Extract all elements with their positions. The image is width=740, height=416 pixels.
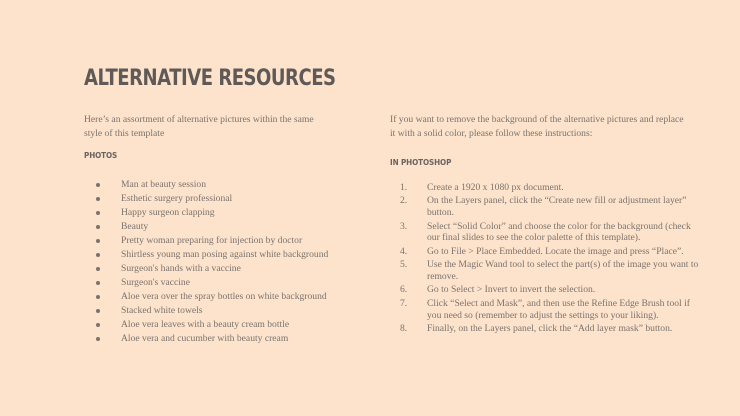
- photo-list: [92, 178, 342, 346]
- right-intro-text: If you want to remove the background of the alternative pictures and replace it with a solid color, please follow these instructions:: [390, 114, 684, 139]
- step-text: Use the Magic Wand tool to select the part(s) of the image you want to remove.: [427, 259, 699, 282]
- list-item: Esthetic surgery professional: [92, 192, 342, 206]
- photoshop-heading: IN PHOTOSHOP: [390, 157, 452, 167]
- step-item: [400, 259, 700, 283]
- step-text: Finally, on the Layers panel, click the “Add layer mask” button.: [427, 322, 673, 334]
- steps-list: [400, 182, 700, 336]
- list-item: Surgeon's hands with a vaccine: [92, 262, 342, 276]
- step-number: 2.: [400, 195, 408, 207]
- list-item: Happy surgeon clapping: [92, 206, 342, 220]
- list-item: Aloe vera over the spray bottles on white background: [92, 290, 342, 304]
- step-number: 7.: [400, 297, 408, 309]
- list-item: Aloe vera leaves with a beauty cream bottle: [92, 318, 342, 332]
- left-intro-text: Here’s an assortment of alternative pictures within the same style of this template: [84, 114, 314, 139]
- step-item: [400, 221, 700, 245]
- step-item: [400, 284, 700, 296]
- list-item: Stacked white towels: [92, 304, 342, 318]
- list-item: Shirtless young man posing against white background: [92, 248, 342, 262]
- step-number: 6.: [400, 284, 408, 296]
- step-text: Create a 1920 x 1080 px document.: [427, 182, 564, 193]
- step-number: 8.: [400, 322, 408, 334]
- step-number: 1.: [400, 182, 408, 193]
- step-number: 4.: [400, 245, 408, 257]
- step-text: Click “Select and Mask”, and then use the Refine Edge Brush tool if you need so (remember to adjust the settings to your liking).: [427, 297, 690, 321]
- step-text: Select “Solid Color” and choose the color for the background (check our final slides to see the color palette of this template).: [427, 220, 691, 244]
- step-number: 3.: [400, 220, 408, 232]
- step-number: 5.: [400, 259, 408, 271]
- step-text: Go to File > Place Embedded. Locate the image and press “Place”.: [427, 245, 684, 257]
- step-item: [400, 195, 700, 219]
- list-item: Aloe vera and cucumber with beauty cream: [92, 332, 342, 346]
- step-item: [400, 298, 700, 322]
- step-item: [400, 246, 700, 258]
- step-text: Go to Select > Invert to invert the selection.: [427, 284, 596, 296]
- page-title: ALTERNATIVE RESOURCES: [84, 66, 336, 91]
- step-text: On the Layers panel, click the “Create new fill or adjustment layer” button.: [427, 195, 687, 219]
- step-item: [400, 182, 700, 194]
- photos-heading: PHOTOS: [84, 150, 118, 160]
- list-item: Man at beauty session: [92, 178, 342, 192]
- list-item: Pretty woman preparing for injection by doctor: [92, 234, 342, 248]
- step-item: [400, 323, 700, 335]
- list-item: Beauty: [92, 220, 342, 234]
- list-item: Surgeon's vaccine: [92, 276, 342, 290]
